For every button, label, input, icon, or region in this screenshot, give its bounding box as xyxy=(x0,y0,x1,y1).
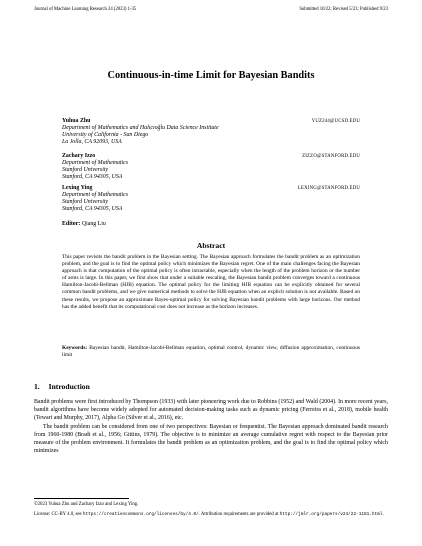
author-name: Lexing Ying xyxy=(62,185,93,191)
keywords-line xyxy=(62,345,360,359)
attribution-link[interactable]: http://jmlr.org/papers/v24/22-1181.html xyxy=(279,511,383,517)
section-body xyxy=(34,398,388,455)
editor-line xyxy=(62,221,106,227)
author-name: Zachary Izzo xyxy=(62,153,96,159)
author-affiliation-line: Stanford, CA 94305, USA xyxy=(62,174,123,181)
section-title: Introduction xyxy=(48,382,90,391)
body-paragraph: The bandit problem can be considered from one of two perspectives: Bayesian or frequentist. The Bayesian approach dominated bandit research from 1960-1980 (Bradt et al., 1956; Gittins, 1979). The objective is to minimize an average cumulative regret with respect to the Bayesian prior measure of the problem environment. It formulates the bandit problem as an optimization problem, and the goal is to find the optimal policy which minimizes xyxy=(34,423,388,455)
author-affiliation-line: Stanford, CA 94305, USA xyxy=(62,206,123,213)
keywords-text: Bayesian bandit, Hamilton-Jacobi-Bellman equation, optimal control, dynamic view, diffusion approximation, continuous limit xyxy=(62,345,360,359)
author-affiliation-line: Department of Mathematics xyxy=(62,192,129,199)
author-affiliation-line: University of California - San Diego xyxy=(62,132,149,139)
author-affiliation-line: Stanford University xyxy=(62,199,109,206)
author-affiliation-line: Department of Mathematics and Halıcıoğlu Data Science Institute xyxy=(62,125,219,132)
author-affiliation-line: Department of Mathematics xyxy=(62,160,129,167)
keywords-label: Keywords: xyxy=(62,345,88,351)
author-email: ZIZZO@STANFORD.EDU xyxy=(302,154,360,159)
journal-citation: Journal of Machine Learning Research 24 (2023) 1-35 xyxy=(34,7,137,12)
author-affiliation-line: La Jolla, CA 92093, USA xyxy=(62,139,122,146)
running-header xyxy=(34,7,388,13)
author-block xyxy=(62,118,360,146)
editor-name: Qiang Liu xyxy=(81,221,106,227)
author-name: Yuhua Zhu xyxy=(62,118,91,124)
footnote xyxy=(34,502,388,518)
abstract-text: This paper revisits the bandit problem in the Bayesian setting. The Bayesian approach formulates the bandit problem as an optimization problem, and the goal is to find the optimal policy which minimizes the Bayesian regret. One of the main challenges facing the Bayesian approach is that computation of the optimal policy is often intractable, especially when the length of the problem horizon or the number of arms is large. In this paper, we first show that under a suitable rescaling, the Bayesian bandit problem converges toward a continuous Hamilton-Jacobi-Bellman (HJB) equation. The optimal policy for the limiting HJB equation can be explicitly obtained for several common bandit problems, and we give numerical methods to solve the HJB equation when an explicit solution is not available. Based on these results, we propose an approximate Bayes-optimal policy for solving Bayesian bandit problems with large horizons. Our method has the added benefit that its computational cost does not increase as the horizon increases. xyxy=(62,254,360,310)
paper-title: Continuous-in-time Limit for Bayesian Bandits xyxy=(107,70,315,81)
footnote-rule xyxy=(34,498,129,499)
license-mid: . Attribution requirements are provided at xyxy=(198,511,279,517)
author-email: YUZ244@UCSD.EDU xyxy=(311,119,360,124)
copyright-line: ©2023 Yuhua Zhu and Zachary Izzo and Lexing Ying. xyxy=(34,502,139,507)
editor-label: Editor: xyxy=(62,221,81,227)
section-number: 1. xyxy=(34,382,40,391)
license-end: . xyxy=(382,511,384,517)
body-paragraph: Bandit problems were first introduced by Thompson (1933) with later pioneering work due to Robbins (1952) and Wald (2004). In more recent years, bandit algorithms have become widely adopted for automated decision-making tasks such as dynamic pricing (Ferreira et al., 2018), mobile health (Tewari and Murphy, 2017), Alpha Go (Silver et al., 2016), etc. xyxy=(34,399,388,422)
license-prefix: License: CC-BY 4.0, see xyxy=(34,511,82,517)
abstract-heading: Abstract xyxy=(196,241,226,250)
author-email: LEXING@STANFORD.EDU xyxy=(297,186,360,191)
author-affiliation-line: Stanford University xyxy=(62,167,109,174)
license-line xyxy=(34,512,388,519)
submission-dates: Submitted 10/22; Revised 5/23; Published 9/23 xyxy=(299,7,388,12)
section-heading xyxy=(34,382,90,391)
author-block xyxy=(62,185,360,213)
license-link[interactable]: https://creativecommons.org/licenses/by/4.0/ xyxy=(82,511,199,517)
author-block xyxy=(62,153,360,181)
